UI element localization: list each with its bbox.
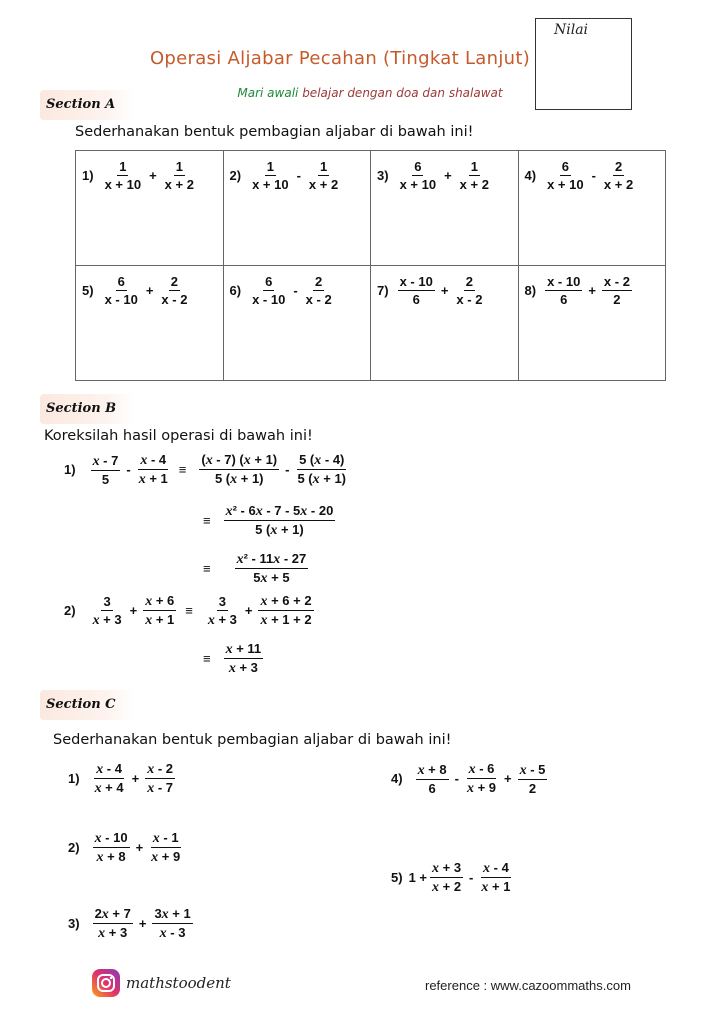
problem-c4: 4) $\frac{x + 8}{6}$ - $\frac{x - 6}{x + 9}$ + $\frac{x - 5}{2}$ [391,761,546,796]
instagram-icon [92,969,120,997]
problem-a1: 1) $\frac{1}{x + 10}$ + $\frac{1}{x + 2}$ [82,159,194,192]
section-b-instruction: Koreksilah hasil operasi di bawah ini! [44,428,313,444]
problem-c1: 1) $\frac{x - 4}{x + 4}$ + $\frac{x - 2}{x - 7}$ [68,761,173,796]
social-handle: mathstoodent [126,974,231,992]
section-b-tag: Section B [40,394,134,424]
grid-cell[interactable] [371,151,519,266]
problem-c5: 5) 1 + $\frac{x + 3}{x + 2}$ - $\frac{x - 4}{x + 1}$ [391,860,511,895]
section-a-grid [75,150,666,381]
problem-a3: 3) $\frac{6}{x + 10}$ + $\frac{1}{x + 2}$ [377,159,489,192]
problem-a4: 4) $\frac{6}{x + 10}$ - $\frac{2}{x + 2}$ [524,159,634,192]
section-a-tag: Section A [40,90,134,120]
problem-a5: 5) $\frac{6}{x - 10}$ + $\frac{2}{x - 2}$ [82,274,188,307]
section-a-instruction: Sederhanakan bentuk pembagian aljabar di bawah ini! [75,124,474,140]
problem-a6: 6) $\frac{6}{x - 10}$ - $\frac{2}{x - 2}$ [229,274,332,307]
grid-cell[interactable] [223,151,371,266]
problem-b1-line3: ≡ $\frac{\text{x² - 11x - 27}}{5x + 5}$ [203,551,307,586]
grid-cell[interactable] [76,266,224,381]
section-c-instruction: Sederhanakan bentuk pembagian aljabar di bawah ini! [53,732,452,748]
grid-cell[interactable] [371,266,519,381]
problem-b1-line2: ≡ $\frac{\text{x² - 6x - 7 - 5x - 20}}{5 (x + 1)}$ [203,503,334,538]
grid-cell[interactable] [223,266,371,381]
section-c-tag: Section C [40,690,134,720]
grid-cell[interactable] [518,151,666,266]
grid-cell[interactable] [76,151,224,266]
problem-c2: 2) $\frac{x - 10}{x + 8}$ + $\frac{x - 1}{x + 9}$ [68,830,181,865]
page-subtitle [130,86,610,100]
grid-cell[interactable] [518,266,666,381]
subtitle-part-a: Mari awali [237,86,299,100]
problem-a7: 7) $\frac{x - 10}{6}$ + $\frac{2}{x - 2}$ [377,274,483,307]
problem-c3: 3) $\frac{2x + 7}{x + 3}$ + $\frac{3x + 1}{x - 3}$ [68,906,191,941]
problem-a2: 2) $\frac{1}{x + 10}$ - $\frac{1}{x + 2}$ [229,159,339,192]
problem-a8: 8) $\frac{x - 10}{6}$ + $\frac{x - 2}{2}$ [524,274,630,307]
score-label: Nilai [554,22,589,38]
problem-b2-line2: ≡ $\frac{x + 11}{x + 3}$ [203,641,262,676]
page-title: Operasi Aljabar Pecahan (Tingkat Lanjut) [149,48,531,69]
reference-text: reference : www.cazoommaths.com [425,978,631,993]
subtitle-part-b: belajar dengan doa dan shalawat [298,86,503,100]
problem-b1-line1: 1) $\frac{x - 7}{5}$ - $\frac{x - 4}{x + 1}$ ≡ $\frac{(x - 7) (x + 1)}{5 (x + 1)}$ - $\frac{5 (x - 4)}{5 (x + 1)}$ [64,452,347,487]
problem-b2-line1: 2) $\frac{3}{x + 3}$ + $\frac{x + 6}{x + 1}$ ≡ $\frac{3}{x + 3}$ + $\frac{x + 6 + 2}{x + 1 + 2}$ [64,593,312,628]
